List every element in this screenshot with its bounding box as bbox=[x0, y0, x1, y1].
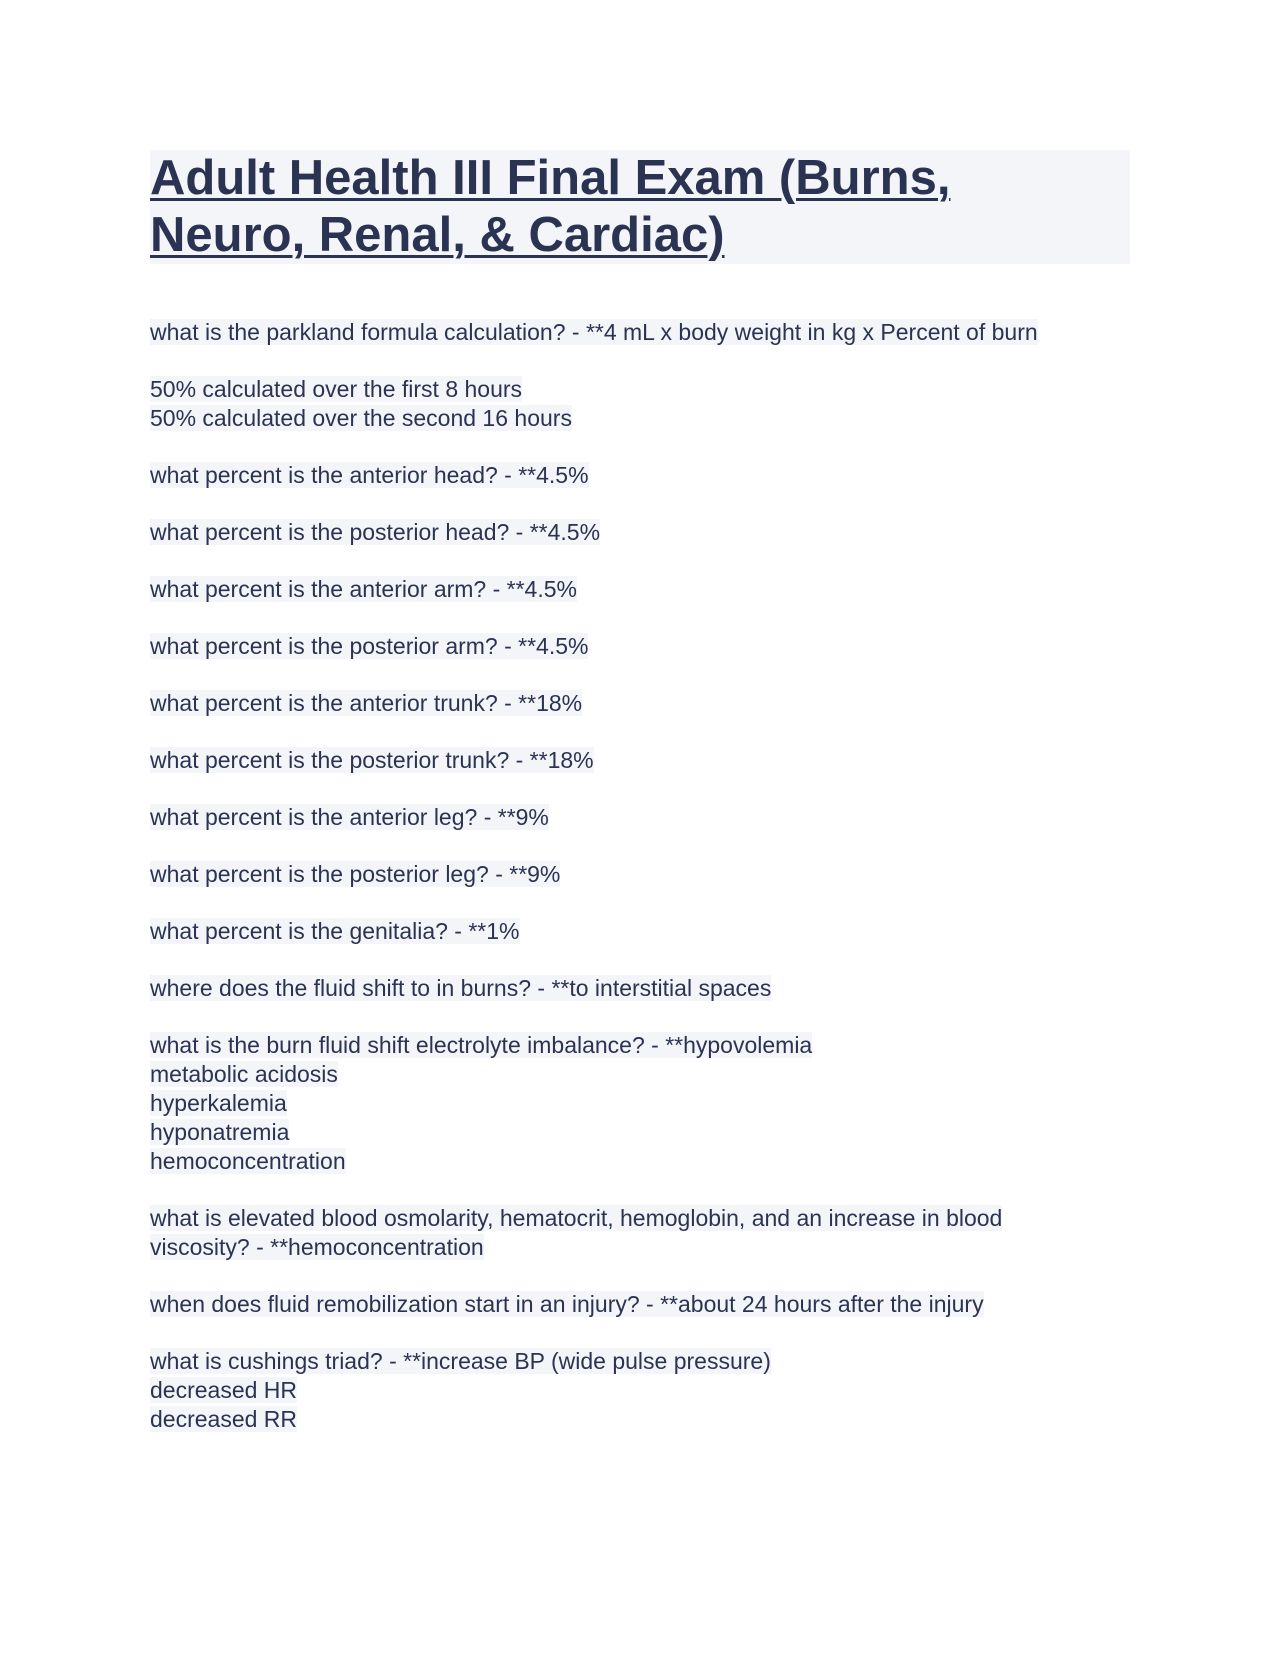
qa-item bbox=[150, 632, 1130, 661]
title-line: Adult Health III Final Exam (Burns, bbox=[150, 151, 951, 205]
qa-item bbox=[150, 1031, 1130, 1176]
qa-item bbox=[150, 917, 1130, 946]
qa-list bbox=[150, 318, 1130, 1434]
qa-line: what percent is the posterior trunk? - **18% bbox=[150, 747, 594, 773]
document-title bbox=[150, 150, 1130, 264]
qa-line: viscosity? - **hemoconcentration bbox=[150, 1234, 484, 1260]
qa-item bbox=[150, 1204, 1130, 1262]
qa-item bbox=[150, 746, 1130, 775]
qa-line: hyperkalemia bbox=[150, 1090, 287, 1116]
qa-line: what percent is the posterior leg? - **9% bbox=[150, 861, 561, 887]
qa-line: what percent is the posterior head? - **4.5% bbox=[150, 519, 601, 545]
qa-line: what is cushings triad? - **increase BP (wide pulse pressure) bbox=[150, 1348, 771, 1374]
qa-line: 50% calculated over the first 8 hours bbox=[150, 376, 523, 402]
qa-item bbox=[150, 318, 1130, 347]
title-line: Neuro, Renal, & Cardiac) bbox=[150, 208, 725, 262]
qa-item bbox=[150, 518, 1130, 547]
qa-line: what is the burn fluid shift electrolyte imbalance? - **hypovolemia bbox=[150, 1032, 813, 1058]
qa-item bbox=[150, 803, 1130, 832]
qa-line: what percent is the genitalia? - **1% bbox=[150, 918, 520, 944]
qa-line: 50% calculated over the second 16 hours bbox=[150, 405, 572, 431]
qa-item bbox=[150, 575, 1130, 604]
qa-line: what is the parkland formula calculation? - **4 mL x body weight in kg x Percent of burn bbox=[150, 319, 1038, 345]
qa-item bbox=[150, 1347, 1130, 1434]
qa-line: what percent is the anterior leg? - **9% bbox=[150, 804, 549, 830]
qa-item bbox=[150, 860, 1130, 889]
qa-line: what percent is the anterior arm? - **4.5% bbox=[150, 576, 577, 602]
qa-item bbox=[150, 974, 1130, 1003]
qa-line: hyponatremia bbox=[150, 1119, 290, 1145]
qa-line: where does the fluid shift to in burns? - **to interstitial spaces bbox=[150, 975, 772, 1001]
qa-line: what percent is the posterior arm? - **4.5% bbox=[150, 633, 589, 659]
qa-item bbox=[150, 689, 1130, 718]
qa-line: decreased HR bbox=[150, 1377, 298, 1403]
qa-line: what percent is the anterior trunk? - **18% bbox=[150, 690, 583, 716]
qa-line: hemoconcentration bbox=[150, 1148, 346, 1174]
qa-line: when does fluid remobilization start in an injury? - **about 24 hours after the injury bbox=[150, 1291, 984, 1317]
document-page bbox=[150, 150, 1130, 1462]
qa-item bbox=[150, 461, 1130, 490]
qa-line: decreased RR bbox=[150, 1406, 298, 1432]
qa-item bbox=[150, 375, 1130, 433]
title-block bbox=[150, 150, 1130, 264]
qa-item bbox=[150, 1290, 1130, 1319]
qa-line: metabolic acidosis bbox=[150, 1061, 338, 1087]
qa-line: what percent is the anterior head? - **4.5% bbox=[150, 462, 589, 488]
qa-line: what is elevated blood osmolarity, hematocrit, hemoglobin, and an increase in blood bbox=[150, 1205, 1003, 1231]
